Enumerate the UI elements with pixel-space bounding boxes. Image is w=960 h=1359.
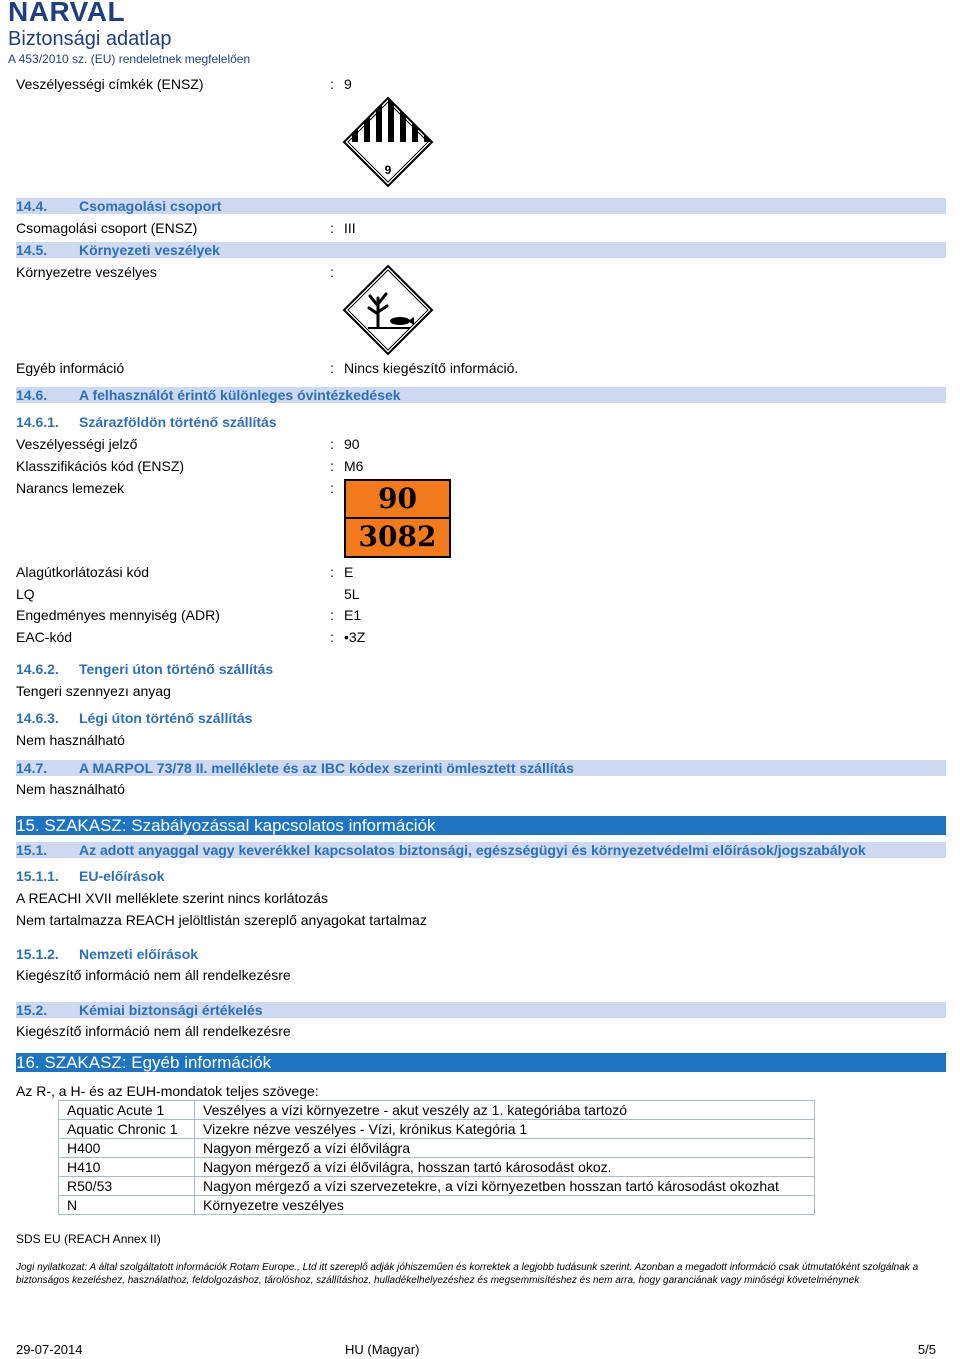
field-colon: :	[330, 220, 334, 236]
air-transport-text: Nem használható	[16, 732, 125, 748]
field-label: LQ	[16, 586, 35, 602]
section-title: Légi úton történő szállítás	[79, 710, 253, 726]
field-colon: :	[330, 564, 334, 580]
section-header-14-5	[16, 242, 946, 258]
phrase-text: Vizekre nézve veszélyes - Vízi, krónikus Kategória 1	[195, 1120, 815, 1139]
section-number: 14.6.1.	[16, 414, 59, 430]
section-title: 15. SZAKASZ: Szabályozással kapcsolatos információk	[16, 816, 436, 835]
field-label: Környezetre veszélyes	[16, 264, 157, 280]
phrase-code: Aquatic Chronic 1	[59, 1120, 195, 1139]
field-label: Veszélyességi jelző	[16, 436, 138, 452]
section-15-banner	[16, 816, 946, 835]
field-label: Egyéb információ	[16, 360, 125, 376]
field-label: EAC-kód	[16, 629, 73, 645]
table-row	[59, 1139, 815, 1158]
sea-transport-text: Tengeri szennyezı anyag	[16, 683, 171, 699]
footer-language: HU (Magyar)	[345, 1342, 420, 1357]
phrase-text: Nagyon mérgező a vízi élővilágra	[195, 1139, 815, 1158]
subsection-header-14-6-3	[16, 709, 253, 727]
field-label: Alagútkorlátozási kód	[16, 564, 150, 580]
chemical-safety-text: Kiegészítő információ nem áll rendelkezésre	[16, 1023, 291, 1039]
orange-plate	[344, 479, 451, 558]
phrase-code: H400	[59, 1139, 195, 1158]
field-row-hazard-labels	[16, 74, 946, 94]
field-label: Veszélyességi címkék (ENSZ)	[16, 76, 204, 92]
field-value: 5L	[344, 586, 360, 602]
hazard-class-number: 9	[384, 163, 392, 177]
phrase-text: Nagyon mérgező a vízi szervezetekre, a vízi környezetben hosszan tartó károsodást okozhat	[195, 1177, 815, 1196]
table-row	[59, 1101, 815, 1120]
phrases-table	[58, 1100, 815, 1215]
field-row-env-hazard	[16, 262, 946, 282]
phrase-code: R50/53	[59, 1177, 195, 1196]
phrase-text: Környezetre veszélyes	[195, 1196, 815, 1215]
section-title: Kémiai biztonsági értékelés	[79, 1002, 263, 1018]
section-title: Környezeti veszélyek	[79, 242, 220, 258]
section-number: 15.1.2.	[16, 946, 59, 962]
phrases-intro: Az R-, a H- és az EUH-mondatok teljes szövege:	[16, 1083, 319, 1099]
table-row	[59, 1158, 815, 1177]
section-header-15-2	[16, 1002, 946, 1018]
field-label: Narancs lemezek	[16, 480, 125, 496]
field-row-hazard-id	[16, 434, 946, 454]
section-number: 15.2.	[16, 1002, 48, 1018]
section-number: 15.1.1.	[16, 868, 59, 884]
field-colon: :	[330, 360, 334, 376]
subsection-header-14-6-1	[16, 413, 277, 431]
brand-name: NARVAL	[8, 0, 126, 27]
section-title: A MARPOL 73/78 II. melléklete és az IBC kódex szerinti ömlesztett szállítás	[79, 760, 574, 776]
section-title: A felhasználót érintő különleges óvintézkedések	[79, 387, 401, 403]
table-row	[59, 1120, 815, 1139]
section-header-14-7	[16, 760, 946, 776]
phrase-code: Aquatic Acute 1	[59, 1101, 195, 1120]
footer-date: 29-07-2014	[16, 1342, 83, 1357]
regulation-line: A 453/2010 sz. (EU) rendeletnek megfelelően	[8, 52, 251, 66]
section-title: Csomagolási csoport	[79, 198, 222, 214]
section-title: Az adott anyaggal vagy keverékkel kapcsolatos biztonsági, egészségügyi és környezetvédelmi előírások/jogszabályok	[79, 842, 866, 858]
footer-page-number: 5/5	[917, 1342, 936, 1357]
section-number: 14.7.	[16, 760, 48, 776]
field-row-tunnel-code	[16, 562, 946, 582]
subsection-header-14-6-2	[16, 660, 274, 678]
orange-plate-hazard-number: 90	[346, 481, 449, 519]
section-16-banner	[16, 1053, 946, 1072]
eu-regulation-line: A REACHI XVII melléklete szerint nincs korlátozás	[16, 890, 329, 906]
document-title: Biztonsági adatlap	[8, 28, 172, 50]
field-colon: :	[330, 436, 334, 452]
marpol-text: Nem használható	[16, 781, 125, 797]
environment-hazard-pictogram	[342, 264, 434, 356]
phrase-code: H410	[59, 1158, 195, 1177]
section-title: Szárazföldön történő szállítás	[79, 414, 277, 430]
section-number: 14.6.3.	[16, 710, 59, 726]
field-colon: :	[330, 629, 334, 645]
field-row-eac-code	[16, 627, 946, 647]
field-colon: :	[330, 76, 334, 92]
field-value: 9	[344, 76, 352, 92]
table-row	[59, 1196, 815, 1215]
subsection-header-15-1-1	[16, 867, 165, 885]
sds-note: SDS EU (REACH Annex II)	[16, 1232, 161, 1246]
field-value: •3Z	[344, 629, 366, 645]
orange-plate-un-number: 3082	[358, 520, 437, 553]
phrase-code: N	[59, 1196, 195, 1215]
section-header-15-1	[16, 842, 946, 858]
field-colon: :	[330, 264, 334, 280]
section-title: 16. SZAKASZ: Egyéb információk	[16, 1053, 272, 1072]
eu-regulation-line: Nem tartalmazza REACH jelöltlistán szereplő anyagokat tartalmaz	[16, 912, 427, 928]
legal-disclaimer: Jogi nyilatkozat: A által szolgáltatott információk Rotam Europe., Ltd itt szereplő adják jóhiszeműen és korrektek a legjobb tudásunk szerint. Azonban a megadott információ csak útmutatóként szolgálnak a biztonságos kezeléshez, használathoz, feldolgozáshoz, tárolóshoz, szállításhoz, hulladékelhelyezéshez és megsemmisítéshez és nem arra, hogy garanciának vagy minőségi követelménynek	[16, 1262, 919, 1286]
field-row-lq	[16, 584, 946, 604]
phrase-text: Veszélyes a vízi környezetre - akut veszély az 1. kategóriába tartozó	[195, 1101, 815, 1120]
field-row-classification-code	[16, 456, 946, 476]
table-row	[59, 1177, 815, 1196]
field-label: Klasszifikációs kód (ENSZ)	[16, 458, 185, 474]
national-regulation-text: Kiegészítő információ nem áll rendelkezésre	[16, 967, 291, 983]
field-row-packing-group	[16, 218, 946, 238]
field-row-orange-plates	[16, 478, 946, 498]
section-title: Tengeri úton történő szállítás	[79, 661, 274, 677]
section-header-14-4	[16, 198, 946, 214]
section-header-14-6	[16, 387, 946, 403]
section-number: 14.6.2.	[16, 661, 59, 677]
section-title: EU-előírások	[79, 868, 165, 884]
field-colon: :	[330, 480, 334, 496]
field-value: Nincs kiegészítő információ.	[344, 360, 519, 376]
section-title: Nemzeti előírások	[79, 946, 199, 962]
section-number: 15.1.	[16, 842, 48, 858]
field-row-excepted-quantity	[16, 605, 946, 625]
hazard-class-9-pictogram	[342, 96, 434, 188]
field-label: Csomagolási csoport (ENSZ)	[16, 220, 198, 236]
field-row-other-info	[16, 358, 946, 378]
field-colon: :	[330, 458, 334, 474]
section-number: 14.5.	[16, 242, 48, 258]
section-number: 14.4.	[16, 198, 48, 214]
field-value: III	[344, 220, 356, 236]
subsection-header-15-1-2	[16, 945, 199, 963]
phrase-text: Nagyon mérgező a vízi élővilágra, hosszan tartó károsodást okoz.	[195, 1158, 815, 1177]
field-value: E1	[344, 607, 362, 623]
field-value: 90	[344, 436, 360, 452]
section-number: 14.6.	[16, 387, 48, 403]
field-value: E	[344, 564, 354, 580]
field-colon: :	[330, 607, 334, 623]
field-label: Engedményes mennyiség (ADR)	[16, 607, 220, 623]
field-value: M6	[344, 458, 364, 474]
